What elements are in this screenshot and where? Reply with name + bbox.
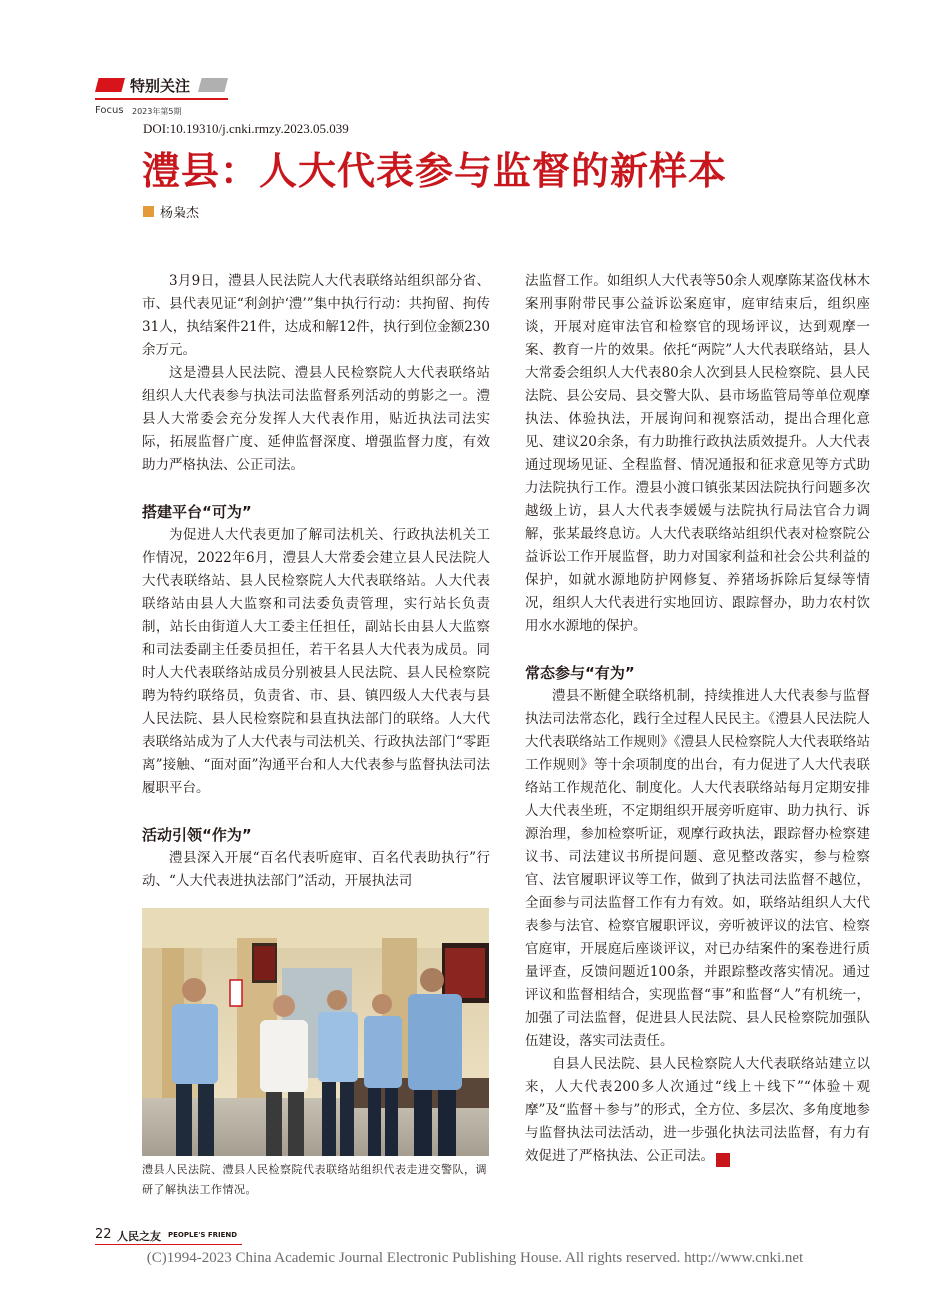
paragraph: 澧县深入开展“百名代表听庭审、百名代表助执行”行动、“人大代表进执法部门”活动，开展执法司: [142, 850, 490, 889]
page-number: 22: [95, 1227, 112, 1242]
magazine-name-en: PEOPLE'S FRIEND: [168, 1231, 238, 1239]
section-heading: 活动引领“作为”: [142, 826, 252, 844]
issue-label: 2023年第5期: [132, 107, 182, 116]
paragraph: 法监督工作。如组织人大代表等50余人观摩陈某盗伐林木案刑事附带民事公益诉讼案庭审，庭审结束后，组织座谈，开展对庭审法官和检察官的现场评议，达到观摩一案、教育一片的效果。依托“两院”人大代表联络站，县人大常委会组织人大代表80余人次到县人民检察院、县人民法院、县公安局、县交警大队、县市场监管局等单位观摩执法、体验执法，开展询问和视察活动，提出合理化意见、建议20余条，有力助推行政执法质效提升。人大代表通过现场见证、全程监督、情况通报和征求意见等方式助力法院执行工作。澧县小渡口镇张某因法院执行问题多次越级上访，县人大代表李媛媛与法院执行局法官合力调解，张某最终息访。人大代表联络站组织代表对检察院公益诉讼工作开展监督，助力对国家利益和社会公共利益的保护，如就水源地防护网修复、养猪场拆除后复绿等情况，组织人大代表进行实地回访、跟踪督办，助力农村饮用水水源地的保护。: [525, 273, 870, 634]
doi: DOI:10.19310/j.cnki.rmzy.2023.05.039: [143, 121, 349, 136]
paragraph: 3月9日，澧县人民法院人大代表联络站组织部分省、市、县代表见证“利剑护‘澧’”集中执行行动：共拘留、拘传31人，执结案件21件，达成和解12件，执行到位金额230余万元。: [142, 273, 490, 358]
section-title: 特别关注: [130, 77, 191, 95]
footer-rule: [95, 1244, 242, 1245]
copyright-notice: (C)1994-2023 China Academic Journal Electronic Publishing House. All rights reserved. http://www.cnki.net: [146, 1250, 804, 1266]
paragraph: 澧县不断健全联络机制，持续推进人大代表参与监督执法司法常态化，践行全过程人民民主。《澧县人民法院人大代表联络站工作规则》《澧县人民检察院人大代表联络站工作规则》等十余项制度的出台，有力促进了人大代表联络站工作规范化、制度化。人大代表联络站每月定期安排人大代表坐班，不定期组织开展旁听庭审、助力执行、诉源治理，参加检察听证，观摩行政执法，跟踪督办检察建议书、司法建议书所提问题、意见整改落实，参与检察官、法官履职评议等工作，做到了执法司法监督不越位，全面参与司法监督工作有力有效。如，联络站组织人大代表参与法官、检察官履职评议，旁听被评议的法官、检察官庭审，开展庭后座谈评议，对已办结案件的案卷进行质量评查，反馈问题近100条，并跟踪整改落实情况。通过评议和监督相结合，实现监督“事”和监督“人”有机统一，加强了司法监督，促进县人民法院、县人民检察院加强队伍建设，落实司法责任。: [525, 688, 870, 1049]
author-name: 杨枭杰: [160, 206, 200, 221]
paragraph: 为促进人大代表更加了解司法机关、行政执法机关工作情况，2022年6月，澧县人大常委会建立县人民法院人大代表联络站、县人民检察院人大代表联络站。人大代表联络站由县人大监察和司法委负责管理，实行站长负责制，站长由街道人大工委主任担任，副站长由县人大监察和司法委副主任委员担任，若干名县人大代表为成员。同时人大代表联络站成员分别被县人民法院、县人民检察院聘为特约联络员，负责省、市、县、镇四级人大代表与县人民法院、县人民检察院和县直执法部门的联络。人大代表联络站成为了人大代表与司法机关、行政执法部门“零距离”接触、“面对面”沟通平台和人大代表参与监督执法司法履职平台。: [142, 527, 490, 796]
paragraph: 这是澧县人民法院、澧县人民检察院人大代表联络站组织人大代表参与执法司法监督系列活动的剪影之一。澧县人大常委会充分发挥人大代表作用，贴近执法司法实际，拓展监督广度、延伸监督深度、增强监督力度，有效助力严格执法、公正司法。: [142, 365, 490, 473]
section-heading: 常态参与“有为”: [525, 664, 635, 682]
paragraph-text: 自县人民法院、县人民检察院人大代表联络站建立以来，人大代表200多人次通过“线上＋线下”“体验＋观摩”及“监督＋参与”的形式，全方位、多层次、多角度地参与监督执法司法活动，进一步强化执法司法监督，有力有效促进了严格执法、公正司法。: [525, 1056, 870, 1164]
section-rule: [95, 98, 228, 100]
left-column: [142, 270, 490, 893]
section-red-bar: [95, 78, 125, 92]
focus-label: Focus: [95, 105, 124, 116]
right-column: [525, 270, 870, 1168]
paragraph: [525, 1053, 870, 1168]
article-photo: [142, 908, 489, 1156]
magazine-name: 人民之友: [117, 1230, 161, 1243]
photo-caption: 澧县人民法院、澧县人民检察院代表联络站组织代表走进交警队，调研了解执法工作情况。: [142, 1163, 487, 1196]
end-mark-icon: 友: [716, 1153, 730, 1167]
article-title: 澧县：人大代表参与监督的新样本: [142, 149, 728, 193]
author-marker: [143, 206, 154, 217]
section-gray-bar: [198, 78, 228, 92]
section-heading: 搭建平台“可为”: [142, 503, 252, 521]
